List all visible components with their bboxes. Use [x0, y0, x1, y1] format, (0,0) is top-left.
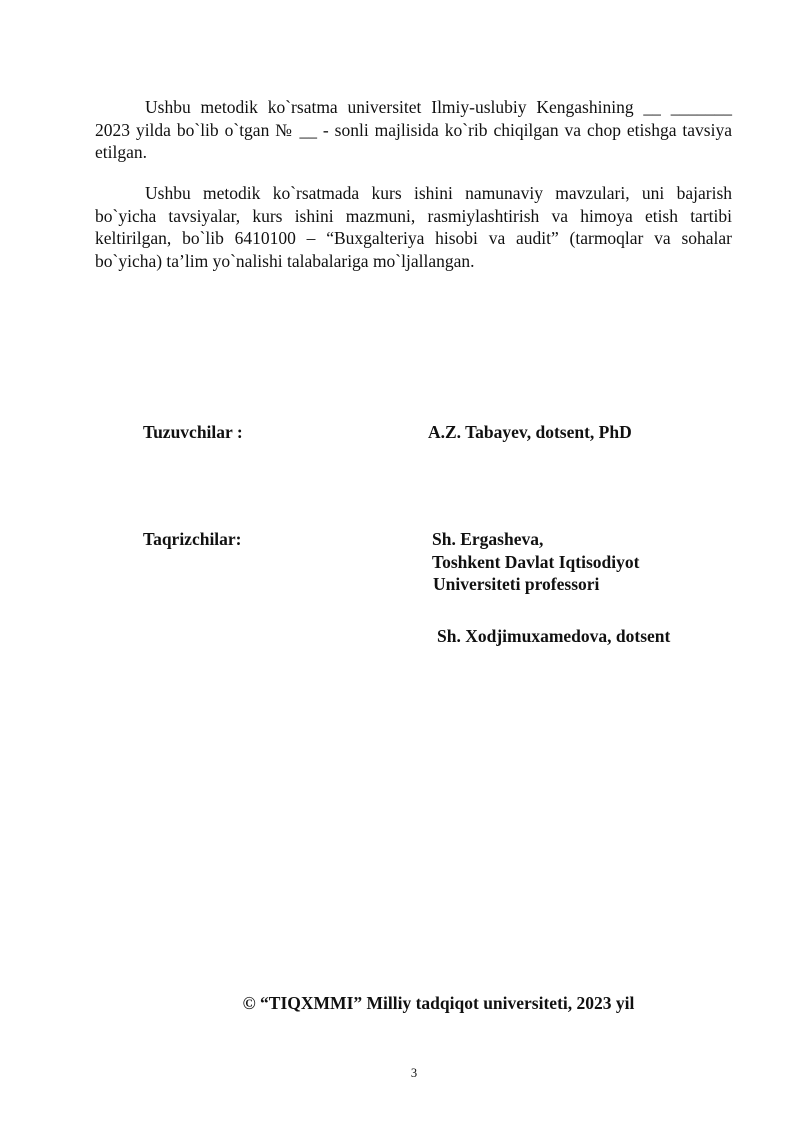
description-paragraph: Ushbu metodik ko`rsatmada kurs ishini namunaviy mavzulari, uni bajarish bo`yicha tavsiyalar, kurs ishini mazmuni, rasmiylashtirish va himoya etish tartibi keltirilgan, bo`lib 6410100 – “Buxgalteriya hisobi va audit” (tarmoqlar va sohalar bo`yicha) ta’lim yo`nalishi talabalariga mo`ljallangan. — [95, 183, 732, 271]
copyright-text: © “TIQXMMI” Milliy tadqiqot universiteti, 2023 yil — [242, 993, 635, 1013]
reviewers-label: Taqrizchilar: — [143, 529, 242, 549]
reviewer-1-affiliation: Toshkent Davlat Iqtisodiyot — [432, 551, 640, 572]
reviewer-1 — [432, 528, 639, 596]
page-number: 3 — [410, 1066, 418, 1080]
copyright-line — [0, 992, 800, 1015]
approval-paragraph: Ushbu metodik ko`rsatma universitet Ilmiy-uslubiy Kengashining __ _______ 2023 yilda bo`lib o`tgan № __ - sonli majlisida ko`rib chiqilgan va chop etishga tavsiya etilgan. — [95, 97, 732, 162]
reviewer-2-name: Sh. Xodjimuxamedova, dotsent — [437, 626, 671, 646]
compilers-label: Tuzuvchilar : — [143, 422, 243, 442]
reviewer-1-name: Sh. Ergasheva, — [432, 529, 544, 549]
compiler-name: A.Z. Tabayev, dotsent, PhD — [428, 422, 632, 442]
reviewer-1-title: Universiteti professori — [433, 574, 600, 594]
